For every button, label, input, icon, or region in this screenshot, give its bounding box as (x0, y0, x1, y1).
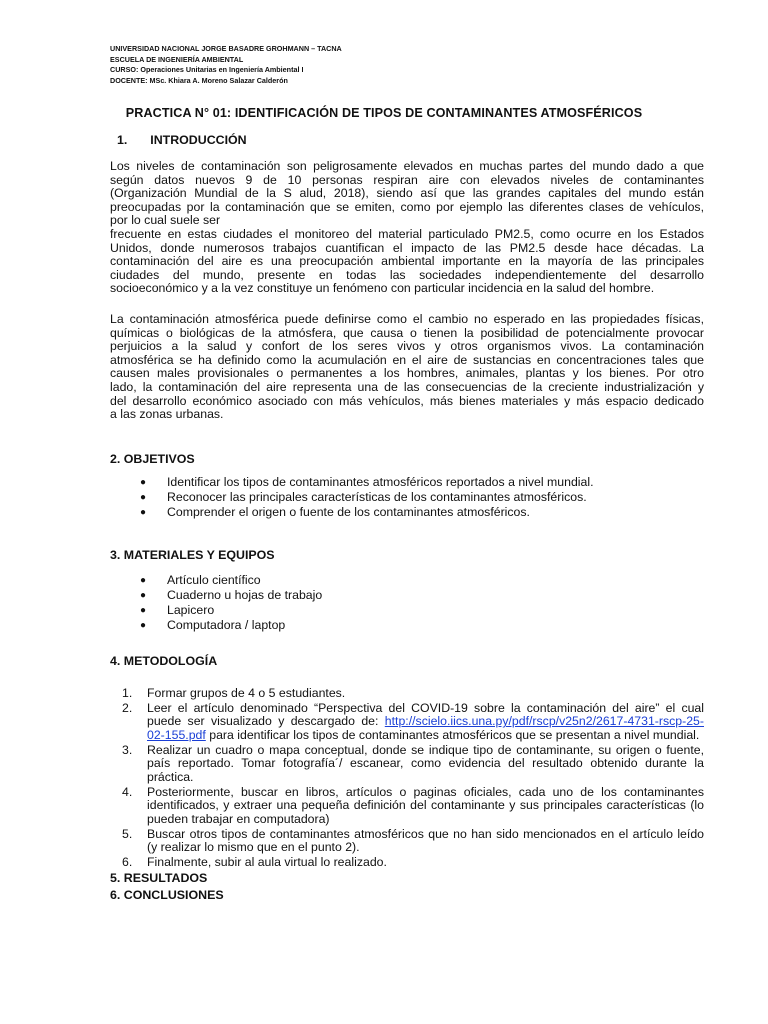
item-number: 4. (122, 784, 133, 799)
list-item (140, 573, 322, 588)
list-item-text: Reconocer las principales características de los contaminantes atmosféricos. (167, 490, 587, 504)
section-heading-objectives: 2. OBJETIVOS (110, 452, 195, 466)
list-item (122, 687, 704, 701)
section-heading-introduction (117, 133, 247, 147)
document-header (110, 44, 342, 86)
paragraph-line: químicas o biológicas de la atmósfera, que causa o tienen la posibilidad de potencialmente provocar (110, 325, 704, 340)
list-item (140, 618, 322, 633)
header-teacher: DOCENTE: MSc. Khiara A. Moreno Salazar Calderón (110, 75, 288, 85)
paragraph-line: Los niveles de contaminación son peligrosamente elevados en muchas partes del mundo dado a que (110, 159, 704, 173)
list-item-text: Buscar otros tipos de contaminantes atmosféricos que no han sido mencionados en el artículo leído (y realizar lo mismo que en el punto 2). (147, 826, 704, 855)
paragraph-line: ciudades del mundo, presente en todas las sociedades independientemente del desarrollo (110, 267, 704, 282)
list-item-text: para identificar los tipos de contaminantes atmosféricos que se presentan a nivel mundial. (205, 727, 700, 742)
document-title: PRACTICA N° 01: IDENTIFICACIÓN DE TIPOS DE CONTAMINANTES ATMOSFÉRICOS (125, 106, 643, 120)
list-item (122, 702, 704, 743)
bullet-icon: ● (140, 477, 147, 488)
list-item-text: Leer el artículo denominado “Perspectiva del COVID-19 sobre la contaminación del aire” el cual puede ser visualizado y descargado de: (147, 700, 704, 729)
paragraph-line: perjuicios a la salud y confort de los seres vivos y otros organismos vivos. La contaminación (110, 339, 704, 354)
list-item-text: Identificar los tipos de contaminantes atmosféricos reportados a nivel mundial. (167, 475, 594, 489)
list-item-text: Comprender el origen o fuente de los contaminantes atmosféricos. (167, 505, 530, 519)
paragraph-line: La contaminación atmosférica puede definirse como el cambio no esperado en las propiedades físicas, (110, 312, 704, 326)
item-number: 2. (122, 700, 133, 715)
paragraph-line: (Organización Mundial de la S alud, 2018), siendo así que las grandes capitales del mundo están (110, 186, 704, 201)
section-heading-materials: 3. MATERIALES Y EQUIPOS (110, 548, 275, 562)
paragraph-line: por lo cual suele ser (110, 213, 221, 228)
list-item (140, 505, 594, 520)
list-item (140, 588, 322, 603)
paragraph-line: causen males provisionales o permanentes a los hombres, animales, plantas y los bienes. Por otro (110, 366, 704, 381)
paragraph-line: preocupadas por la contaminación que se emiten, como por ejemplo las diferentes clases de vehículos, (110, 199, 704, 214)
list-item (122, 856, 704, 870)
paragraph-line: lado, la contaminación del aire representa una de las consecuencias de la creciente industrialización y (110, 379, 704, 394)
item-number: 5. (122, 826, 133, 841)
article-link[interactable]: http://scielo.iics.una.py/pdf/rscp/v25n2/2617-4731-rscp-25-02-155.pdf (147, 714, 704, 742)
paragraph-line: contaminación del aire es una preocupación ambiental importante en la mayoría de las principales (110, 254, 704, 269)
list-item (140, 603, 322, 618)
list-item (140, 475, 594, 490)
section-number: 1. (117, 133, 128, 147)
bullet-icon: ● (140, 575, 147, 586)
item-number: 1. (122, 686, 133, 700)
section-title: INTRODUCCIÓN (150, 133, 247, 147)
item-number: 3. (122, 742, 133, 757)
section-heading-methodology: 4. METODOLOGÍA (110, 654, 218, 668)
paragraph-line: a las zonas urbanas. (110, 407, 224, 422)
list-item (122, 786, 704, 827)
list-item-text: Cuaderno u hojas de trabajo (167, 588, 323, 602)
list-item-text: Formar grupos de 4 o 5 estudiantes. (147, 686, 346, 700)
bullet-icon: ● (140, 620, 147, 631)
section-heading-results: 5. RESULTADOS (110, 871, 208, 885)
paragraph-line: atmosférica se ha definido como la acumulación en el aire de sustancias en concentraciones tales que (110, 352, 704, 367)
paragraph-line: Unidos, donde numerosos trabajos cuantifican el impacto de las PM2.5 desde hace décadas. La (110, 240, 704, 255)
list-item-text: Finalmente, subir al aula virtual lo realizado. (147, 855, 387, 870)
header-school: ESCUELA DE INGENIERÍA AMBIENTAL (110, 54, 244, 64)
paragraph-line: frecuente en estas ciudades el monitoreo del material particulado PM2.5, como ocurre en los Estados (110, 226, 704, 241)
intro-paragraph-1 (110, 160, 704, 296)
materials-list (140, 573, 322, 633)
paragraph-line: del desarrollo económico asociado con más vehículos, más bienes materiales y más espacio dedicado (110, 393, 704, 408)
list-item (140, 490, 594, 505)
bullet-icon: ● (140, 492, 147, 503)
item-number: 6. (122, 855, 133, 870)
intro-paragraph-2 (110, 313, 704, 422)
list-item-text: Posteriormente, buscar en libros, artículos o paginas oficiales, cada uno de los contaminantes identificados, y extraer una pequeña definición del contaminante y sus principales características (lo pueden trabajar en computadora) (147, 784, 704, 826)
bullet-icon: ● (140, 590, 147, 601)
bullet-icon: ● (140, 507, 147, 518)
methodology-list (122, 687, 704, 871)
header-university: UNIVERSIDAD NACIONAL JORGE BASADRE GROHMANN – TACNA (110, 44, 342, 53)
section-heading-conclusions: 6. CONCLUSIONES (110, 888, 224, 902)
bullet-icon: ● (140, 605, 147, 616)
paragraph-line: socioeconómico y a la vez constituye un fenómeno con particular incidencia en la salud del hombre. (110, 281, 655, 296)
list-item (122, 828, 704, 855)
list-item-text: Artículo científico (167, 573, 261, 587)
objectives-list (140, 475, 594, 520)
header-course: CURSO: Operaciones Unitarias en Ingeniería Ambiental I (110, 65, 304, 74)
list-item (122, 744, 704, 785)
list-item-text: Computadora / laptop (167, 618, 286, 632)
paragraph-line: según datos nuevos 9 de 10 personas respiran aire con elevados niveles de contaminantes (110, 172, 704, 187)
list-item-text: Realizar un cuadro o mapa conceptual, donde se indique tipo de contaminante, su origen o fuente, país reportado. Tomar fotografía´/ escanear, como evidencia del resultado obtenido durante la práctica. (147, 742, 704, 784)
list-item-text: Lapicero (167, 603, 215, 617)
